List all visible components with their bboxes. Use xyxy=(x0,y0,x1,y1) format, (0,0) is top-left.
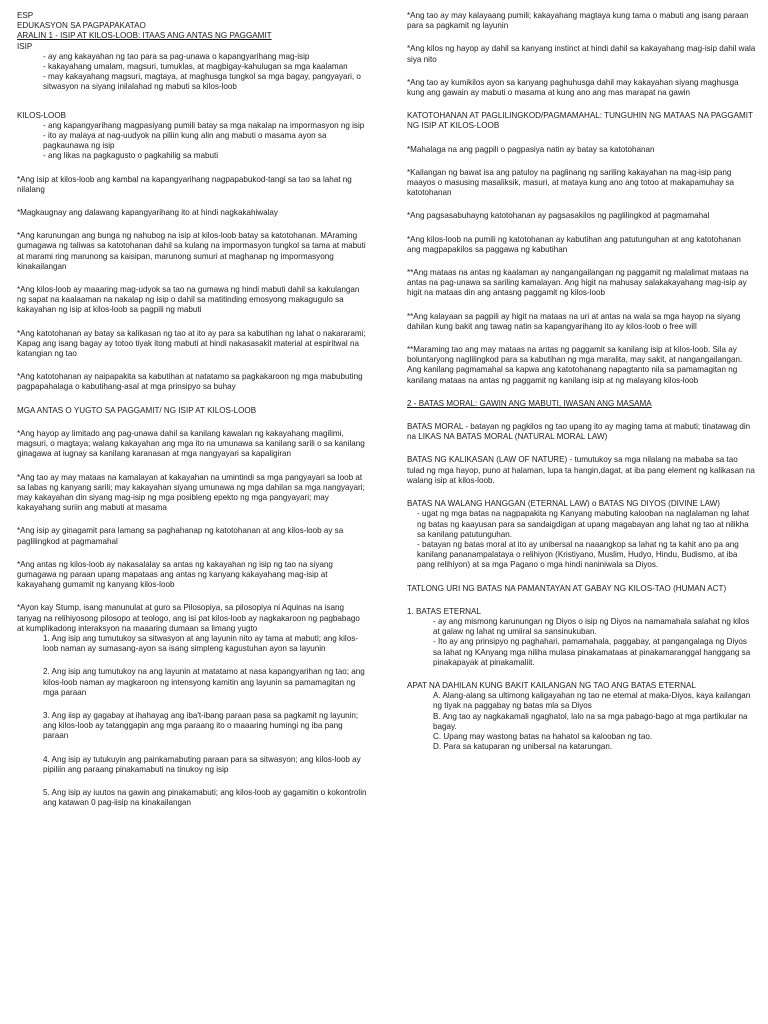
paragraph: **Ang kalayaan sa pagpili ay higit na mataas na uri at antas na wala sa mga hayop na siyang dahilan kung bakit ang tawag natin sa kapangyarihang ito ay kilos-loob o free will xyxy=(407,311,741,331)
subsection-heading: 1. BATAS ETERNAL xyxy=(407,606,481,616)
section-heading: TATLONG URI NG BATAS NA PAMANTAYAN AT GABAY NG KILOS-TAO (HUMAN ACT) xyxy=(407,583,727,593)
paragraph: *Ayon kay Stump, isang manunulat at guro sa Pilosopiya, sa pilosopiya ni Aquinas na isang tanyag na relihiyosong pilosopo at teologo, ang isi pat kilos-loob ay nagkakaroon ng pagbabago at kumplikadong interaksyon na maaaring dumaan sa limang yugto xyxy=(17,603,360,633)
paragraph: *Ang kilos-loob na pumili ng katotohanan ay kabutihan ang patutunguhan at ang katotohanan ang magpapakilos sa paggawa ng kabutihan xyxy=(407,234,741,254)
isip-heading: ISIP xyxy=(17,41,33,51)
isip-item: - ay ang kakayahan ng tao para sa pag-unawa o kapangyarihang mag-isip xyxy=(43,51,310,61)
paragraph: *Ang kilos-loob ay maaaring mag-udyok sa tao na gumawa ng hindi mabuti dahil sa kakulangan ng sapat na kaalaaman na nakalap ng isip o dahil sa matitinding emosyong makagugulo sa kakayahan ng isip at kilos-loob sa pagpili ng mabuti xyxy=(17,285,360,315)
step-item: 4. Ang isip ay tutukuyin ang painkamabuting paraan para sa sitwasyon; ang kilos-loob ay pipiliin ang paraang pinakamabuti na tinukoy ng isip xyxy=(43,754,361,774)
paragraph: *Ang pagsasabuhayng katotohanan ay pagsasakilos ng paglilingkod at pagmamahal xyxy=(407,211,710,221)
course-title: EDUKASYON SA PAGPAPAKATAO xyxy=(17,21,146,31)
kilos-loob-item: - ito ay malaya at nag-uudyok na piliin kung alin ang mabuti o masama ayon sa pagkaunawa ng isip xyxy=(43,131,327,151)
paragraph: BATAS NA WALANG HANGGAN (ETERNAL LAW) o BATAS NG DIYOS (DIVINE LAW) xyxy=(407,499,721,509)
list-item: - Ito ay ang prinsipyo ng paghahari, pamamahala, paggabay, at pangangalaga ng Diyos sa lahat ng KAnyang mga niliha mulasa pinakamataas at pinakamaranggal hanggang sa pinakapayak at pinakamaliit. xyxy=(433,637,751,667)
subject-title: ESP xyxy=(17,11,34,20)
kilos-loob-item: - ang likas na pagkagusto o pagkahilig sa mabuti xyxy=(43,151,219,161)
paragraph: *Ang tao ay may mataas na kamalayan at kakayahan na umintindi sa mga pangyayari sa loob at sa labas ng kanyang sarili; may kakayahan siyang umunawa ng mga dahilan sa mga nangyayari; may kakayahan din siyang mag-isip ng mga posibleng epekto ng mga pangyayari; may kakayahang suriin ang mabuti at masama xyxy=(17,472,365,513)
paragraph: *Ang katotohanan ay naipapakita sa kabutihan at natatamo sa pagkakaroon ng mga mabubuting pagpapahalaga o kabutihang-asal at mga prinsipyo sa buhay xyxy=(17,372,363,392)
reason-item: D. Para sa katuparan ng unibersal na katarungan. xyxy=(433,742,613,752)
reason-item: C. Upang may wastong batas na hahatol sa kalooban ng tao. xyxy=(433,731,653,741)
reason-item: B. Ang tao ay nagkakamali ngaghatol, lalo na sa mga pabago-bago at mga partikular na bagay. xyxy=(433,711,748,731)
paragraph: BATAS NG KALIKASAN (LAW OF NATURE) - tumutukoy sa mga nilalang na mababa sa tao tulad ng mga hayop, puno at halaman, lupa ta hangin,dagat, at iba pang element ng kalikasan na walang isip at kilos-loob. xyxy=(407,455,755,485)
paragraph: *Ang isip ay ginagamit para lamang sa paghahanap ng katotohanan at ang kilos-loob ay sa paglilingkod at pagmamahal xyxy=(17,526,344,546)
paragraph: *Ang kilos ng hayop ay dahil sa kanyang instinct at hindi dahil sa kakayahang mag-isip dahil wala siya nito xyxy=(407,44,756,64)
section-heading: KATOTOHANAN AT PAGLILINGKOD/PAGMAMAHAL: TUNGUHIN NG MATAAS NA PAGGAMIT NG ISIP AT KILOS-LOOB xyxy=(407,111,753,131)
isip-item: - kakayahang umalam, magsuri, tumuklas, at magbigay-kahulugan sa mga kaalaman xyxy=(43,62,348,72)
paragraph: *Mahalaga na ang pagpili o pagpasiya natin ay batay sa katotohanan xyxy=(407,144,655,154)
lesson-title: ARALIN 1 - ISIP AT KILOS-LOOB: ITAAS ANG ANTAS NG PAGGAMIT xyxy=(17,31,272,41)
step-item: 5. Ang isip ay iuutos na gawin ang pinakamabuti; ang kilos-loob ay gagamitin o kokontrolin ang katawan 0 pag-iisip na kinakailangan xyxy=(43,787,367,808)
list-item: - batayan ng batas moral at ito ay unibersal na naaangkop sa lahat ng ta kahit ano pa ang kanilang pananampalataya o relihiyon (Kristiyano, Muslim, Hudyo, Hindu, Budismo, at iba pang relihiyon) at sa mga Pagano o mga hindi naniniwala sa Diyos. xyxy=(417,539,739,570)
paragraph: *Ang antas ng kilos-loob ay nakasalalay sa antas ng kakayahan ng isip ng tao na siyang gumagawa ng paraan upang mapataas ang antas ng kanyang kakayahang mag-isip at kakayahang gumamit ng kanyang kilos-loob xyxy=(17,559,333,590)
kilos-loob-heading: KILOS-LOOB xyxy=(17,110,67,120)
paragraph: *Ang isip at kilos-loob ang kambal na kapangyarihang nagpapabukod-tangi sa tao sa lahat ng nilalang xyxy=(17,174,352,194)
paragraph: BATAS MORAL - batayan ng pagkilos ng tao upang ito ay maging tama at mabuti; tinatawag din na LIKAS NA BATAS MORAL (NATURAL MORAL LAW) xyxy=(407,422,751,442)
paragraph: **Ang mataas na antas ng kaalaman ay nangangailangan ng paggamit ng malalimat mataas na antas na pag-unawa sa sariling kamalayan. Ang higit na mahusay salakakayahang mag-isip ay higit na mataas din ang antasng paggamit ng kilos-loob xyxy=(407,268,749,298)
step-item: 3. Ang iisp ay gagabay at ihahayag ang iba't-ibang paraan pasa sa pagkamit ng layunin; ang kilos-loob ay tatanggapin ang mga paraang ito o maaaring humingi ng iba pang paraan xyxy=(43,710,359,741)
section-heading: MGA ANTAS O YUGTO SA PAGGAMIT/ NG ISIP AT KILOS-LOOB xyxy=(17,405,257,415)
paragraph: *Ang katotohanan ay batay sa kalikasan ng tao at ito ay para sa kabutihan ng lahat o nakararami; Kapag ang isang bagay ay totoo tiyak itong mabuti at hindi nakasasakit material at espiritwal na katangian ng tao xyxy=(17,328,366,359)
paragraph: *Ang karunungan ang bunga ng nahubog na isip at kilos-loob batay sa katotohanan. MAraming gumagawa ng taliwas sa katotohanan dahil sa kulang na impormasyon tungkol sa tama at mabuti at marami ring marunong sa kaisipan, marunong sumuri at maghanap ng impormasyong kinakailangan xyxy=(17,231,366,271)
paragraph: **Maraming tao ang may mataas na antas ng paggamit sa kanilang isip at kilos-loob. Sila ay boluntaryong naglilingkod para sa kabutihan ng mga maralita, may sakit, at nangangailangan. Ang kanilang pagmamahal sa kapwa ang katotohanang napagtanto nila sa pamamagitan ng kanilang mataas na antas ng paggamit ng kanilang isip at ng malayang kilos-loob xyxy=(407,345,743,385)
section-heading: 2 - BATAS MORAL: GAWIN ANG MABUTI, IWASAN ANG MASAMA xyxy=(407,398,652,408)
step-item: 2. Ang isip ang tumutukoy na ang layunin at matatamo at nasa kapangyarihan ng tao; ang kilos-loob naman ay magkaroon ng intensyong kamitin ang layunin sa pamamagitan ng mga paraan xyxy=(43,667,365,697)
left-column xyxy=(17,11,367,808)
list-item: - ugat ng mga batas na nagpapakita ng Kanyang mabuting kalooban na naglalaman ng lahat ng batas ng kaayusan para sa sandaigdigan at upang magabayan ang lahat ng tao at nilikha sa kanilang patutunguhan. xyxy=(417,509,750,539)
paragraph: *Magkaugnay ang dalawang kapangyarihang ito at hindi nagkakahiwalay xyxy=(17,208,278,218)
paragraph: *Kailangan ng bawat isa ang patuloy na paglinang ng sariling kakayahan na mag-isip pang maayos o masusing masaliksik, masuri, at mataya kung ano ang totoo at makapamuhay sa katotohanan xyxy=(407,167,735,198)
section-heading: APAT NA DAHILAN KUNG BAKIT KAILANGAN NG TAO ANG BATAS ETERNAL xyxy=(407,680,696,690)
paragraph: *Ang tao ay kumikilos ayon sa kanyang paghuhusga dahil may kakayahan siyang maghusga kung ang gawain ay mabuti o masama at kung ano ang mas marapat na gawin xyxy=(407,77,739,98)
right-column xyxy=(407,11,756,752)
paragraph: *Ang hayop ay limitado ang pag-unawa dahil sa kanilang kawalan ng kakayahang magilimi, magsuri, o magtaya; walang kakayahan ang mga ito na umunawa sa kanilang sarili o sa kanilang ginagawa at iugnay sa kanilang karanasan at mga nangyayari sa kapaligiran xyxy=(17,428,365,459)
reason-item: A. Alang-alang sa ultimong kaligayahan ng tao ne eternal at maka-Diyos, kaya kailangan ng tiyak na paggabay ng batas mla sa Diyos xyxy=(433,691,751,711)
paragraph: *Ang tao ay may kalayaang pumili; kakayahang magtaya kung tama o mabuti ang isang paraan para sa pagkamit ng layunin xyxy=(407,11,749,31)
isip-item: - may kakayahang magsuri, magtaya, at maghusga tungkol sa mga bagay, pangyayari, o sitwasyon na siyang inilalahad ng mabuti sa kilos-loob xyxy=(43,72,361,92)
list-item: - ay ang mismong karunungan ng Diyos o isip ng Diyos na namamahala salahat ng kilos at galaw ng lahat ng umiiral sa sansinukuban. xyxy=(433,616,750,637)
kilos-loob-item: - ang kapangyarihang magpasiyang pumili batay sa mga nakalap na impormasyon ng isip xyxy=(43,120,365,130)
step-item: 1. Ang isip ang tumutukoy sa sitwasyon at ang layunin nito ay tama at mabuti; ang kilos-loob naman ay sumasang-ayon sa isang simpleng kagustuhan ayon sa layunin xyxy=(43,633,358,654)
